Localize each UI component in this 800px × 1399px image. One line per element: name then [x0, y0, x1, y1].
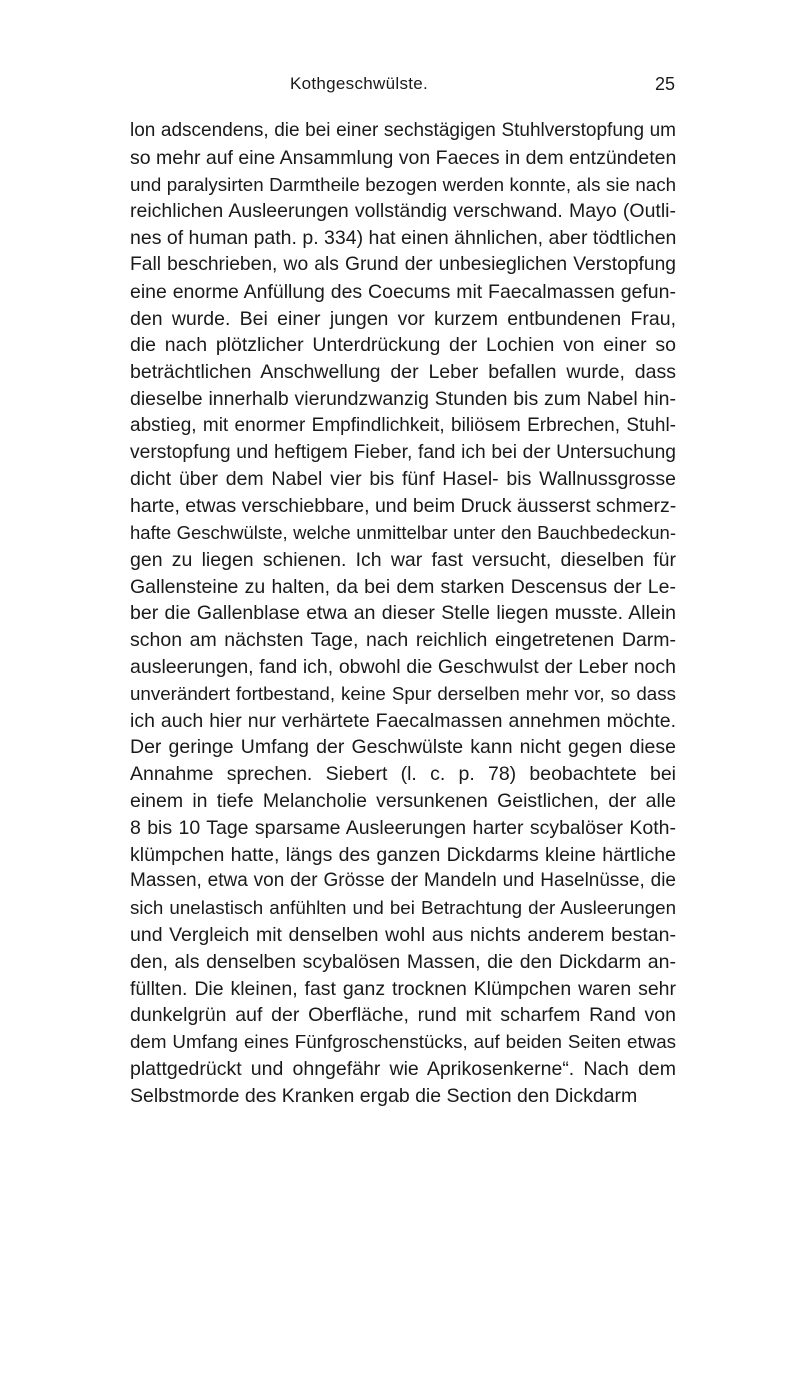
text-line: einem in tiefe Melancholie versunkenen Geistlichen, der alle — [130, 789, 676, 812]
text-line: dicht über dem Nabel vier bis fünf Hasel- bis Wallnussgrosse — [130, 468, 676, 491]
text-line: so mehr auf eine Ansammlung von Faeces in dem entzündeten — [130, 146, 677, 169]
text-line: gen zu liegen schienen. Ich war fast versucht, dieselben für — [130, 548, 676, 571]
text-line: Massen, etwa von der Grösse der Mandeln und Haselnüsse, die — [130, 870, 676, 892]
text-line: dieselbe innerhalb vierundzwanzig Stunden bis zum Nabel hin- — [130, 387, 676, 410]
text-line: Gallensteine zu halten, da bei dem starken Descensus der Le- — [130, 575, 676, 598]
text-line: die nach plötzlicher Unterdrückung der Lochien von einer so — [130, 334, 676, 357]
text-line: füllten. Die kleinen, fast ganz trocknen Klümpchen waren sehr — [130, 977, 676, 1000]
body-text — [130, 118, 676, 1109]
text-line: den wurde. Bei einer jungen vor kurzem entbundenen Frau, — [130, 307, 676, 330]
text-line: Annahme sprechen. Siebert (l. c. p. 78) beobachtete bei — [130, 763, 676, 786]
text-line: schon am nächsten Tage, nach reichlich eingetretenen Darm- — [130, 629, 676, 652]
text-line: klümpchen hatte, längs des ganzen Dickdarms kleine härtliche — [130, 843, 676, 866]
text-line: sich unelastisch anfühlten und bei Betrachtung der Ausleerungen — [130, 897, 676, 919]
text-line: ber die Gallenblase etwa an dieser Stelle liegen musste. Allein — [130, 602, 676, 625]
text-line: Fall beschrieben, wo als Grund der unbesieglichen Verstopfung — [130, 253, 676, 275]
text-line: Selbstmorde des Kranken ergab die Section den Dickdarm — [130, 1084, 638, 1107]
text-line: eine enorme Anfüllung des Coecums mit Faecalmassen gefun- — [130, 280, 676, 303]
text-line: ich auch hier nur verhärtete Faecalmassen annehmen möchte. — [130, 709, 676, 732]
text-line: beträchtlichen Anschwellung der Leber befallen wurde, dass — [130, 361, 676, 384]
text-line: plattgedrückt und ohngefähr wie Aprikosenkerne“. Nach dem — [130, 1057, 676, 1080]
text-line: 8 bis 10 Tage sparsame Ausleerungen harter scybalöser Koth- — [130, 816, 676, 839]
text-line: und paralysirten Darmtheile bezogen werden konnte, als sie nach — [130, 173, 676, 195]
text-line: verstopfung und heftigem Fieber, fand ich bei der Untersuchung — [130, 441, 676, 463]
page-number: 25 — [655, 74, 676, 94]
text-line: abstieg, mit enormer Empfindlichkeit, biliösem Erbrechen, Stuhl- — [130, 414, 676, 436]
text-line: reichlichen Ausleerungen vollständig verschwand. Mayo (Outli- — [130, 200, 676, 223]
text-line: dunkelgrün auf der Oberfläche, rund mit scharfem Rand von — [130, 1004, 676, 1027]
text-line: dem Umfang eines Fünfgroschenstücks, auf beiden Seiten etwas — [130, 1031, 676, 1053]
text-line: unverändert fortbestand, keine Spur derselben mehr vor, so dass — [130, 682, 676, 704]
text-line: hafte Geschwülste, welche unmittelbar unter den Bauchbedeckun- — [130, 521, 676, 543]
running-head — [0, 74, 800, 104]
text-line: den, als denselben scybalösen Massen, die den Dickdarm an- — [130, 950, 676, 973]
text-line: und Vergleich mit denselben wohl aus nichts anderem bestan- — [130, 923, 676, 946]
text-line: nes of human path. p. 334) hat einen ähnlichen, aber tödtlichen — [130, 227, 677, 250]
text-line: Der geringe Umfang der Geschwülste kann nicht gegen diese — [130, 736, 676, 759]
text-line: ausleerungen, fand ich, obwohl die Geschwulst der Leber noch — [130, 655, 676, 678]
text-line: lon adscendens, die bei einer sechstägigen Stuhlverstopfung um — [130, 120, 676, 141]
text-line: harte, etwas verschiebbare, und beim Druck äusserst schmerz- — [130, 495, 677, 518]
running-title: Kothgeschwülste. — [290, 74, 429, 93]
